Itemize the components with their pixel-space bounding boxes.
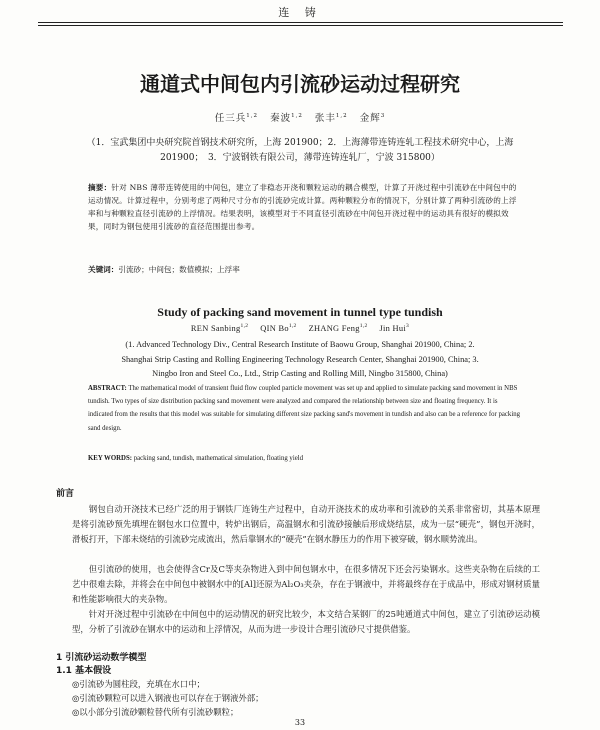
header-rule-bottom (38, 25, 563, 26)
author-cn: 任三兵 (214, 113, 247, 124)
affiliation-en: (1. Advanced Technology Div., Central Research Institute of Baowu Group, Shanghai 201900, China; 2. Shanghai Strip Casting and Rolling Engineering Technology Research Center, Shanghai 201900, China; 3. Ningbo Iron and Steel Co., Ltd., Strip Casting and Rolling Mill, Ningbo 315800, China) (121, 340, 479, 378)
list-item: ◎引流砂颗粒可以进入钢液也可以存在于钢液外部； (72, 693, 264, 703)
intro-paragraph-3: 针对开浇过程中引流砂在中间包中的运动情况的研究比较少，本文结合某钢厂的25吨通道式中间包，建立了引流砂运动模型，分析了引流砂在钢水中的运动和上浮情况，从而为进一步设计合理引流砂尺寸提供借鉴。 (72, 609, 540, 634)
abstract-en: ABSTRACT: The mathematical model of transient fluid flow coupled particle movement was set up and applied to simulate packing sand movement in NBS tundish. Two types of size distribution packing sand movement were analyzed and compared the relationship between size and floating frequency. It is indicated from the results that this model was suitable for simulating different size packing sand's movement in tundish and also can be a reference for packing sand design. (88, 385, 521, 432)
abstract-cn (88, 181, 520, 233)
title-en: Study of packing sand movement in tunnel type tundish (157, 305, 443, 319)
authors-en: REN Sanbing$^{1,2}$ QIN Bo$^{1,2}$ ZHANG Feng$^{1,2}$ Jin Hui$^3$ (190, 323, 410, 333)
keywords-cn: 关键词：引流砂；中间包；数值模拟；上浮率 (88, 265, 240, 274)
author-cn: 金辉 (359, 113, 381, 124)
running-header: 连 铸 (278, 6, 322, 19)
list-item: ◎引流砂为圆柱段，充填在水口中； (72, 679, 205, 689)
title-cn: 通道式中间包内引流砂运动过程研究 (140, 72, 460, 96)
affiliation-cn: （1．宝武集团中央研究院首钢技术研究所，上海 201900；2．上海薄带连铸连轧工程技术研究中心，上海 201900； 3．宁波钢铁有限公司，薄带连铸连轧厂，宁波 315800） (86, 138, 514, 163)
header-rule-top (38, 22, 563, 23)
page-number: 33 (294, 718, 306, 727)
author-cn: 张丰 (314, 113, 336, 124)
intro-heading: 前言 (56, 489, 75, 499)
abstract-cn-label: 摘要： (88, 183, 112, 192)
authors-cn: 任三兵$^{1,2}$ 秦波$^{1,2}$ 张丰$^{1,2}$ 金辉$^3$ (214, 112, 386, 124)
list-item: ◎以小部分引流砂颗粒替代所有引流砂颗粒； (72, 707, 239, 717)
intro-paragraph-2: 但引流砂的使用，也会使得含Cr及C等夹杂物进入到中间包钢水中，在很多情况下还会污染钢水。这些夹杂物在后续的工艺中很难去除，并将会在中间包中被钢水中的[Al]还原为Al₂O₃夹杂，存在于钢液中，并将最终存在于成品中，形成对钢材质量和性能影响很大的夹杂物。 (72, 564, 540, 604)
section-1-1-heading: 1.1 基本假设 (56, 666, 112, 676)
author-cn: 秦波 (270, 113, 292, 124)
abstract-cn-text: 针对 NBS 薄带连铸使用的中间包，建立了非稳态开浇和颗粒运动的耦合模型，计算了开浇过程中引流砂在中间包中的运动情况。计算过程中，分别考虑了两种尺寸分布的引流砂完成计算。两种颗粒分布的情况下，分别计算了两种引流砂的上浮率和与种颗粒直径引流砂的上浮情况。结果表明，该模型对于不同直径引流砂在中间包开浇过程中的运动具有很好的模拟效果，同时为钢包使用引流砂的直径范围提出参考。 (88, 183, 517, 231)
section-1-heading: 1 引流砂运动数学模型 (56, 653, 147, 663)
keywords-en: KEY WORDS: packing sand, tundish, mathematical simulation, floating yield (88, 455, 304, 462)
intro-paragraph-1: 钢包自动开浇技术已经广泛的用于钢铁厂连铸生产过程中，自动开浇技术的成功率和引流砂的关系非常密切，其基本原理是将引流砂预先填埋在钢包水口位置中，转炉出钢后，高温钢水和引流砂接触后形成烧结层，成为一层“硬壳”，钢包开浇时，滑板打开，下部未烧结的引流砂完成流出，然后靠钢水的“硬壳”在钢水静压力的作用下被穿破，钢水顺势流出。 (72, 504, 540, 544)
